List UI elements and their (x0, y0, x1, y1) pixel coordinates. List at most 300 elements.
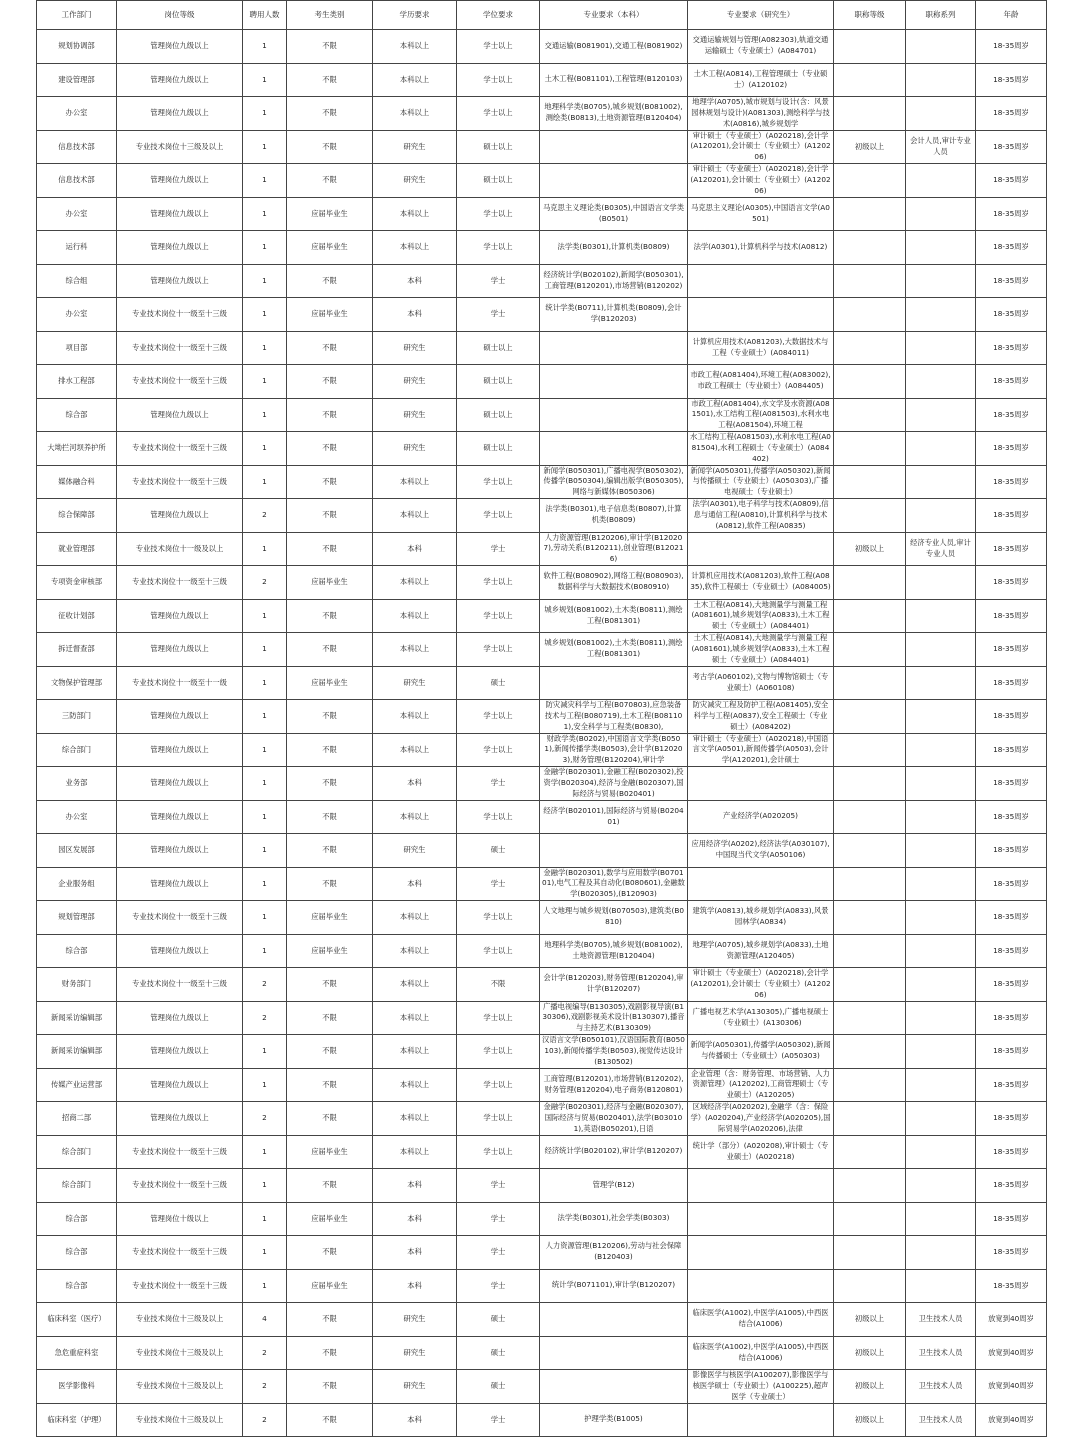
degree-cell: 学士以上 (457, 934, 540, 968)
undergrad-major-cell: 人力资源管理(B120206),审计学(B120207),劳动关系(B120211),创业管理(B120216) (540, 532, 688, 566)
title-series-cell (906, 30, 976, 64)
department-cell: 综合部 (37, 934, 117, 968)
position-grade-cell: 专业技术岗位十三级及以上 (117, 130, 243, 164)
headcount-cell: 1 (243, 1202, 287, 1236)
position-grade-cell: 专业技术岗位十一级至十三级 (117, 1135, 243, 1169)
position-grade-cell: 专业技术岗位十一级至十三级 (117, 465, 243, 499)
table-row (37, 934, 1047, 968)
table-row (37, 767, 1047, 801)
title-level-cell (834, 1068, 906, 1102)
headcount-cell: 1 (243, 164, 287, 198)
table-row (37, 566, 1047, 600)
department-cell: 综合部门 (37, 1135, 117, 1169)
degree-cell: 学士以上 (457, 700, 540, 734)
position-grade-cell: 专业技术岗位十一级至十三级 (117, 365, 243, 399)
candidate-type-cell: 不限 (287, 834, 373, 868)
title-series-cell (906, 1202, 976, 1236)
table-row (37, 398, 1047, 432)
age-cell: 18-35周岁 (976, 767, 1047, 801)
graduate-major-cell: 地理学(A0705),城市规划与设计(含：风景园林规划与设计)(A081303),测绘科学与技术(A0816),城乡规划学 (688, 97, 834, 131)
title-level-cell (834, 867, 906, 901)
headcount-cell: 1 (243, 1236, 287, 1270)
headcount-cell: 1 (243, 398, 287, 432)
candidate-type-cell: 不限 (287, 331, 373, 365)
table-body (37, 30, 1047, 1437)
candidate-type-cell: 不限 (287, 1001, 373, 1035)
title-series-cell (906, 97, 976, 131)
graduate-major-cell: 计算机应用技术(A081203),软件工程(A0835),软件工程硕士（专业硕士）(A084005) (688, 566, 834, 600)
department-cell: 媒体融合科 (37, 465, 117, 499)
table-row (37, 63, 1047, 97)
headcount-cell: 1 (243, 197, 287, 231)
department-cell: 急危重症科室 (37, 1336, 117, 1370)
graduate-major-cell: 影像医学与核医学(A100207),影像医学与核医学硕士（专业硕士）(A100225),超声医学（专业硕士） (688, 1370, 834, 1404)
undergrad-major-cell: 护理学类(B1005) (540, 1403, 688, 1437)
title-series-cell (906, 432, 976, 466)
title-series-cell (906, 800, 976, 834)
undergrad-major-cell (540, 1370, 688, 1404)
candidate-type-cell: 不限 (287, 968, 373, 1002)
title-level-cell (834, 934, 906, 968)
candidate-type-cell: 应届毕业生 (287, 1269, 373, 1303)
title-level-cell (834, 566, 906, 600)
age-cell: 18-35周岁 (976, 1169, 1047, 1203)
department-cell: 办公室 (37, 298, 117, 332)
headcount-cell: 1 (243, 331, 287, 365)
position-grade-cell: 专业技术岗位十一级至十三级 (117, 566, 243, 600)
candidate-type-cell: 不限 (287, 867, 373, 901)
title-level-cell (834, 264, 906, 298)
degree-cell: 学士 (457, 532, 540, 566)
position-grade-cell: 管理岗位十级以上 (117, 1202, 243, 1236)
candidate-type-cell: 不限 (287, 1336, 373, 1370)
graduate-major-cell: 临床医学(A1002),中医学(A1005),中西医结合(A1006) (688, 1303, 834, 1337)
table-row (37, 800, 1047, 834)
undergrad-major-cell: 会计学(B120203),财务管理(B120204),审计学(B120207) (540, 968, 688, 1002)
undergrad-major-cell: 统计学(B071101),审计学(B120207) (540, 1269, 688, 1303)
age-cell: 18-35周岁 (976, 532, 1047, 566)
education-cell: 本科以上 (373, 465, 457, 499)
table-row (37, 164, 1047, 198)
headcount-cell: 1 (243, 666, 287, 700)
position-grade-cell: 管理岗位九级以上 (117, 1001, 243, 1035)
table-row (37, 30, 1047, 64)
degree-cell: 学士以上 (457, 63, 540, 97)
age-cell: 18-35周岁 (976, 97, 1047, 131)
headcount-cell: 2 (243, 566, 287, 600)
title-series-cell (906, 298, 976, 332)
age-cell: 放宽到40周岁 (976, 1303, 1047, 1337)
table-row (37, 968, 1047, 1002)
age-cell: 18-35周岁 (976, 499, 1047, 533)
position-grade-cell: 专业技术岗位十三级及以上 (117, 1336, 243, 1370)
headcount-cell: 1 (243, 1135, 287, 1169)
position-grade-cell: 管理岗位九级以上 (117, 63, 243, 97)
title-level-cell (834, 767, 906, 801)
age-cell: 18-35周岁 (976, 63, 1047, 97)
graduate-major-cell: 产业经济学(A020205) (688, 800, 834, 834)
age-cell: 18-35周岁 (976, 30, 1047, 64)
graduate-major-cell (688, 767, 834, 801)
undergrad-major-cell: 城乡规划(B081002),土木类(B0811),测绘工程(B081301) (540, 599, 688, 633)
candidate-type-cell: 应届毕业生 (287, 566, 373, 600)
title-series-cell: 卫生技术人员 (906, 1303, 976, 1337)
undergrad-major-cell: 城乡规划(B081002),土木类(B0811),测绘工程(B081301) (540, 633, 688, 667)
title-series-cell: 经济专业人员,审计专业人员 (906, 532, 976, 566)
position-grade-cell: 管理岗位九级以上 (117, 197, 243, 231)
department-cell: 业务部 (37, 767, 117, 801)
table-row (37, 231, 1047, 265)
table-row (37, 700, 1047, 734)
age-cell: 18-35周岁 (976, 800, 1047, 834)
department-cell: 三防部门 (37, 700, 117, 734)
undergrad-major-cell (540, 164, 688, 198)
table-row (37, 130, 1047, 164)
graduate-major-cell: 企业管理（含：财务管理、市场营销、人力资源管理）(A120202),工商管理硕士（专业硕士）(A120205) (688, 1068, 834, 1102)
department-cell: 园区发展部 (37, 834, 117, 868)
graduate-major-cell: 计算机应用技术(A081203),大数据技术与工程（专业硕士）(A084011) (688, 331, 834, 365)
age-cell: 18-35周岁 (976, 566, 1047, 600)
candidate-type-cell: 应届毕业生 (287, 231, 373, 265)
undergrad-major-cell: 广播电视编导(B130305),戏剧影视导演(B130306),戏剧影视美术设计(B130307),播音与主持艺术(B130309) (540, 1001, 688, 1035)
education-cell: 研究生 (373, 331, 457, 365)
education-cell: 研究生 (373, 1303, 457, 1337)
headcount-cell: 1 (243, 1269, 287, 1303)
position-grade-cell: 专业技术岗位十一级至十三级 (117, 1236, 243, 1270)
graduate-major-cell: 审计硕士（专业硕士）(A020218),会计学(A120201),会计硕士（专业硕士）(A120206) (688, 164, 834, 198)
education-cell: 本科 (373, 1202, 457, 1236)
headcount-cell: 2 (243, 1336, 287, 1370)
candidate-type-cell: 不限 (287, 499, 373, 533)
age-cell: 18-35周岁 (976, 867, 1047, 901)
title-level-cell (834, 432, 906, 466)
candidate-type-cell: 不限 (287, 264, 373, 298)
undergrad-major-cell (540, 834, 688, 868)
age-cell: 18-35周岁 (976, 398, 1047, 432)
title-level-cell (834, 298, 906, 332)
candidate-type-cell: 不限 (287, 130, 373, 164)
title-series-cell (906, 1102, 976, 1136)
graduate-major-cell: 临床医学(A1002),中医学(A1005),中西医结合(A1006) (688, 1336, 834, 1370)
department-cell: 大坳拦河坝养护所 (37, 432, 117, 466)
title-series-cell (906, 1001, 976, 1035)
degree-cell: 学士 (457, 1202, 540, 1236)
degree-cell: 硕士 (457, 666, 540, 700)
education-cell: 研究生 (373, 398, 457, 432)
title-level-cell: 初级以上 (834, 532, 906, 566)
table-row (37, 197, 1047, 231)
title-series-cell (906, 197, 976, 231)
education-cell: 研究生 (373, 666, 457, 700)
department-cell: 规划管理部 (37, 901, 117, 935)
graduate-major-cell: 土木工程(A0814),工程管理硕士（专业硕士）(A120102) (688, 63, 834, 97)
table-row (37, 834, 1047, 868)
candidate-type-cell: 不限 (287, 465, 373, 499)
headcount-cell: 1 (243, 532, 287, 566)
undergrad-major-cell (540, 398, 688, 432)
headcount-cell: 1 (243, 264, 287, 298)
graduate-major-cell: 审计硕士（专业硕士）(A020218),中国语言文学(A0501),新闻传播学(A0503),会计学(A120201),会计硕士 (688, 733, 834, 767)
education-cell: 本科以上 (373, 901, 457, 935)
table-row (37, 1269, 1047, 1303)
headcount-cell: 1 (243, 633, 287, 667)
degree-cell: 硕士以上 (457, 130, 540, 164)
recruitment-table (36, 0, 1047, 1437)
graduate-major-cell (688, 1269, 834, 1303)
education-cell: 本科以上 (373, 934, 457, 968)
candidate-type-cell: 不限 (287, 700, 373, 734)
education-cell: 本科以上 (373, 633, 457, 667)
department-cell: 企业服务组 (37, 867, 117, 901)
education-cell: 本科以上 (373, 499, 457, 533)
age-cell: 18-35周岁 (976, 164, 1047, 198)
undergrad-major-cell: 法学类(B0301),电子信息类(B0807),计算机类(B0809) (540, 499, 688, 533)
title-series-cell (906, 264, 976, 298)
title-level-cell: 初级以上 (834, 130, 906, 164)
headcount-cell: 1 (243, 1035, 287, 1069)
department-cell: 文物保护管理部 (37, 666, 117, 700)
title-level-cell (834, 1202, 906, 1236)
title-level-cell (834, 1001, 906, 1035)
undergrad-major-cell: 工商管理(B120201),市场营销(B120202),财务管理(B120204),电子商务(B120801) (540, 1068, 688, 1102)
degree-cell: 学士以上 (457, 800, 540, 834)
education-cell: 研究生 (373, 130, 457, 164)
age-cell: 18-35周岁 (976, 1236, 1047, 1270)
degree-cell: 学士以上 (457, 633, 540, 667)
undergrad-major-cell (540, 666, 688, 700)
headcount-cell: 2 (243, 1102, 287, 1136)
education-cell: 本科以上 (373, 1001, 457, 1035)
title-level-cell (834, 197, 906, 231)
headcount-cell: 1 (243, 1169, 287, 1203)
headcount-cell: 1 (243, 867, 287, 901)
department-cell: 综合部 (37, 1269, 117, 1303)
title-series-cell (906, 666, 976, 700)
headcount-cell: 1 (243, 934, 287, 968)
degree-cell: 学士以上 (457, 97, 540, 131)
undergrad-major-cell: 经济统计学(B020102),新闻学(B050301),工商管理(B120201),市场营销(B120202) (540, 264, 688, 298)
undergrad-major-cell: 金融学(B020301),金融工程(B020302),投资学(B020304),经济与金融(B020307),国际经济与贸易(B020401) (540, 767, 688, 801)
column-header: 专业要求（本科） (540, 1, 688, 30)
undergrad-major-cell: 统计学类(B0711),计算机类(B0809),会计学(B120203) (540, 298, 688, 332)
title-level-cell (834, 1102, 906, 1136)
degree-cell: 硕士以上 (457, 432, 540, 466)
degree-cell: 学士以上 (457, 1068, 540, 1102)
table-row (37, 1403, 1047, 1437)
age-cell: 18-35周岁 (976, 733, 1047, 767)
department-cell: 专项资金审核部 (37, 566, 117, 600)
undergrad-major-cell: 新闻学(B050301),广播电视学(B050302),传播学(B050304),编辑出版学(B050305),网络与新媒体(B050306) (540, 465, 688, 499)
undergrad-major-cell: 人力资源管理(B120206),劳动与社会保障(B120403) (540, 1236, 688, 1270)
column-header: 学位要求 (457, 1, 540, 30)
education-cell: 本科以上 (373, 197, 457, 231)
title-level-cell (834, 63, 906, 97)
education-cell: 研究生 (373, 365, 457, 399)
candidate-type-cell: 不限 (287, 1102, 373, 1136)
title-series-cell (906, 599, 976, 633)
graduate-major-cell (688, 1403, 834, 1437)
degree-cell: 学士以上 (457, 1001, 540, 1035)
age-cell: 18-35周岁 (976, 834, 1047, 868)
title-series-cell (906, 1068, 976, 1102)
candidate-type-cell: 不限 (287, 599, 373, 633)
position-grade-cell: 专业技术岗位十一级至十一级 (117, 666, 243, 700)
department-cell: 医学影像科 (37, 1370, 117, 1404)
department-cell: 信息技术部 (37, 130, 117, 164)
title-level-cell (834, 1135, 906, 1169)
position-grade-cell: 管理岗位九级以上 (117, 398, 243, 432)
undergrad-major-cell (540, 1303, 688, 1337)
candidate-type-cell: 不限 (287, 97, 373, 131)
position-grade-cell: 管理岗位九级以上 (117, 499, 243, 533)
position-grade-cell: 专业技术岗位十一级至十三级 (117, 331, 243, 365)
position-grade-cell: 管理岗位九级以上 (117, 700, 243, 734)
age-cell: 18-35周岁 (976, 934, 1047, 968)
degree-cell: 学士以上 (457, 499, 540, 533)
graduate-major-cell: 水工结构工程(A081503),水利水电工程(A081504),水利工程硕士（专业硕士）(A084402) (688, 432, 834, 466)
candidate-type-cell: 应届毕业生 (287, 1135, 373, 1169)
title-series-cell (906, 499, 976, 533)
table-row (37, 331, 1047, 365)
title-level-cell (834, 465, 906, 499)
graduate-major-cell: 市政工程(A081404),环境工程(A083002),市政工程硕士（专业硕士）(A084405) (688, 365, 834, 399)
headcount-cell: 1 (243, 465, 287, 499)
age-cell: 18-35周岁 (976, 298, 1047, 332)
headcount-cell: 1 (243, 298, 287, 332)
graduate-major-cell: 地理学(A0705),城乡规划学(A0833),土地资源管理(A120405) (688, 934, 834, 968)
position-grade-cell: 管理岗位九级以上 (117, 231, 243, 265)
education-cell: 研究生 (373, 164, 457, 198)
department-cell: 就业管理部 (37, 532, 117, 566)
header-row (37, 1, 1047, 30)
table-row (37, 1303, 1047, 1337)
headcount-cell: 1 (243, 901, 287, 935)
position-grade-cell: 专业技术岗位十一级及以上 (117, 532, 243, 566)
candidate-type-cell: 不限 (287, 1068, 373, 1102)
table-row (37, 1169, 1047, 1203)
graduate-major-cell: 法学(A0301),电子科学与技术(A0809),信息与通信工程(A0810),计算机科学与技术(A0812),软件工程(A0835) (688, 499, 834, 533)
degree-cell: 学士以上 (457, 465, 540, 499)
undergrad-major-cell: 防灾减灾科学与工程(B070803),应急装备技术与工程(B080719),土木工程(B081101),安全科学与工程类(B0830), (540, 700, 688, 734)
degree-cell: 学士以上 (457, 1135, 540, 1169)
graduate-major-cell (688, 1236, 834, 1270)
undergrad-major-cell: 财政学类(B0202),中国语言文学类(B0501),新闻传播学类(B0503),会计学(B120203),财务管理(B120204),审计学 (540, 733, 688, 767)
undergrad-major-cell: 经济统计学(B020102),审计学(B120207) (540, 1135, 688, 1169)
degree-cell: 硕士 (457, 1303, 540, 1337)
graduate-major-cell: 应用经济学(A0202),经济法学(A030107),中国现当代文学(A050106) (688, 834, 834, 868)
candidate-type-cell: 不限 (287, 365, 373, 399)
department-cell: 排水工程部 (37, 365, 117, 399)
position-grade-cell: 专业技术岗位十一级至十三级 (117, 298, 243, 332)
title-series-cell (906, 1169, 976, 1203)
age-cell: 放宽到40周岁 (976, 1403, 1047, 1437)
candidate-type-cell: 不限 (287, 1370, 373, 1404)
graduate-major-cell: 市政工程(A081404),水文学及水资源(A081501),水工结构工程(A081503),水利水电工程(A081504),环境工程 (688, 398, 834, 432)
age-cell: 18-35周岁 (976, 1135, 1047, 1169)
department-cell: 征收计划部 (37, 599, 117, 633)
headcount-cell: 1 (243, 767, 287, 801)
degree-cell: 硕士以上 (457, 331, 540, 365)
column-header: 工作部门 (37, 1, 117, 30)
title-series-cell (906, 365, 976, 399)
headcount-cell: 1 (243, 432, 287, 466)
graduate-major-cell: 马克思主义理论(A0305),中国语言文学(A0501) (688, 197, 834, 231)
graduate-major-cell: 新闻学(A050301),传播学(A050302),新闻与传播硕士（专业硕士）(A050303) (688, 1035, 834, 1069)
table-row (37, 1370, 1047, 1404)
title-level-cell (834, 1236, 906, 1270)
undergrad-major-cell: 金融学(B020301),经济与金融(B020307),国际经济与贸易(B020401),法学(B030101),英语(B050201),日语 (540, 1102, 688, 1136)
title-series-cell (906, 566, 976, 600)
degree-cell: 硕士以上 (457, 365, 540, 399)
education-cell: 本科以上 (373, 30, 457, 64)
department-cell: 综合部 (37, 1202, 117, 1236)
position-grade-cell: 专业技术岗位十三级及以上 (117, 1403, 243, 1437)
table-row (37, 633, 1047, 667)
title-series-cell (906, 1236, 976, 1270)
education-cell: 研究生 (373, 1336, 457, 1370)
undergrad-major-cell: 金融学(B020301),数学与应用数学(B070101),电气工程及其自动化(B080601),金融数学(B020305),(B120903) (540, 867, 688, 901)
table-row (37, 465, 1047, 499)
degree-cell: 硕士以上 (457, 398, 540, 432)
degree-cell: 学士 (457, 867, 540, 901)
candidate-type-cell: 不限 (287, 733, 373, 767)
department-cell: 临床科室（医疗） (37, 1303, 117, 1337)
title-series-cell (906, 331, 976, 365)
age-cell: 18-35周岁 (976, 633, 1047, 667)
age-cell: 放宽到40周岁 (976, 1336, 1047, 1370)
graduate-major-cell: 土木工程(A0814),大地测量学与测量工程(A081601),城乡规划学(A0833),土木工程硕士（专业硕士）(A084401) (688, 633, 834, 667)
table-row (37, 97, 1047, 131)
candidate-type-cell: 不限 (287, 63, 373, 97)
table-row (37, 1135, 1047, 1169)
department-cell: 综合部 (37, 398, 117, 432)
department-cell: 新闻采访编辑部 (37, 1001, 117, 1035)
position-grade-cell: 管理岗位九级以上 (117, 97, 243, 131)
position-grade-cell: 专业技术岗位十一级至十三级 (117, 1269, 243, 1303)
education-cell: 本科以上 (373, 599, 457, 633)
title-level-cell (834, 398, 906, 432)
education-cell: 研究生 (373, 834, 457, 868)
title-level-cell (834, 499, 906, 533)
education-cell: 本科以上 (373, 800, 457, 834)
undergrad-major-cell: 人文地理与城乡规划(B070503),建筑类(B0810) (540, 901, 688, 935)
table-row (37, 1035, 1047, 1069)
education-cell: 本科以上 (373, 1068, 457, 1102)
department-cell: 综合部门 (37, 733, 117, 767)
headcount-cell: 1 (243, 231, 287, 265)
graduate-major-cell: 区域经济学(A020202),金融学（含：保险学）(A020204),产业经济学(A020205),国际贸易学(A020206),法律 (688, 1102, 834, 1136)
graduate-major-cell: 考古学(A060102),文物与博物馆硕士（专业硕士）(A060108) (688, 666, 834, 700)
position-grade-cell: 管理岗位九级以上 (117, 30, 243, 64)
candidate-type-cell: 应届毕业生 (287, 197, 373, 231)
position-grade-cell: 专业技术岗位十一级至十三级 (117, 1169, 243, 1203)
department-cell: 综合部门 (37, 1169, 117, 1203)
table-row (37, 1336, 1047, 1370)
undergrad-major-cell (540, 130, 688, 164)
education-cell: 本科以上 (373, 231, 457, 265)
title-level-cell (834, 331, 906, 365)
candidate-type-cell: 不限 (287, 1169, 373, 1203)
title-series-cell (906, 901, 976, 935)
age-cell: 18-35周岁 (976, 968, 1047, 1002)
graduate-major-cell (688, 1169, 834, 1203)
title-level-cell (834, 968, 906, 1002)
headcount-cell: 1 (243, 97, 287, 131)
title-level-cell (834, 599, 906, 633)
graduate-major-cell: 土木工程(A0814),大地测量学与测量工程(A081601),城乡规划学(A0833),土木工程硕士（专业硕士）(A084401) (688, 599, 834, 633)
title-series-cell (906, 867, 976, 901)
undergrad-major-cell (540, 1336, 688, 1370)
